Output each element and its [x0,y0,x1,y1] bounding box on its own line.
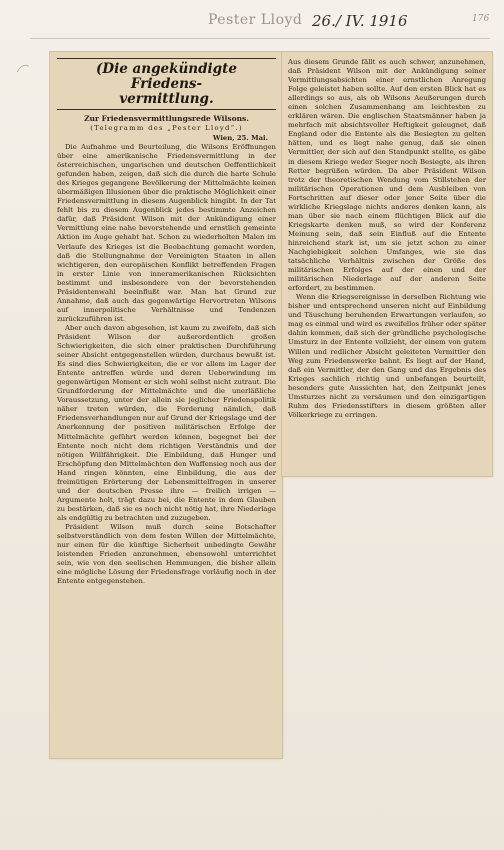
sheet-header [0,8,504,38]
article-title-box [57,58,276,110]
clipping-left-column [50,52,282,758]
article-paragraph: Präsident Wilson muß durch seine Botschafter selbstverständlich von dem festen Willen der Mittelmächte, nur einen für die künftige Sicherheit unbedingte Gewähr leistenden Frieden anzunehmen, ebensowohl unterrichtet sein, wie von den seelischen Hemmungen, die bisher allein eine mögliche Lösung der Friedensfrage vorläufig noch in der Entente entgegenstehen. [57,522,276,586]
article-title-line2: vermittlung. [119,91,214,107]
header-rule [30,38,490,39]
article-paragraph: Die Aufnahme und Beurteilung, die Wilsons Eröffnungen über eine amerikanische Friedensvermittlung in der österreichischen, ungarischen und deutschen Oeffentlichkeit gefunden haben, zeigen, daß sich die durch die harte Schule des Krieges gegangene Bevölkerung der Mittelmächte keinen übermäßigen Illusionen über die praktische Möglichkeit einer Friedensvermittlung in diesem Augenblick hingibt. In der Tat fehlt bis zu diesem Augenblick jedes bestimmte Anzeichen dafür, daß Präsident Wilson mit der Ankündigung einer Vermittlung eine nahe bevorstehende und ernstlich gemeinte Aktion im Auge gehabt hat. Schon zu wiederholten Malen im Verlaufe des Krieges ist die Beobachtung gemacht worden, daß die Stellungnahme der Vereinigten Staaten in allen wichtigeren, den europäischen Konflikt betreffenden Fragen in erster Linie von inneramerikanischen Rücksichten bestimmt und insbesondere von der bevorstehenden Präsidentenwahl beeinflußt war. Man hat Grund zur Annahme, daß auch das gegenwärtige Hervortreten Wilsons auf innerpolitische Verhältnisse und Tendenzen zurückzuführen ist. [57,143,276,323]
handwritten-number: 176 [472,14,490,24]
article-subheading: Zur Friedensvermittlungsrede Wilsons. [84,114,249,123]
article-paragraph: Wenn die Kriegsereignisse in derselben Richtung wie bisher und entsprechend unseren nicht auf Einbildung und Täuschung beruhenden Erwartungen verlaufen, so mag es einmal und wird es zweifellos früher oder später dahin kommen, daß sich der gründliche psychologische Umsturz in der Entente vollzieht, der einem von gutem Willen und redlicher Absicht geleiteten Vermittler den Weg zum Friedenswerke bahnt. Es liegt auf der Hand, daß ein Vermittler, der den Gang und das Ergebnis des Krieges sachlich richtig und unbefangen beurteilt, besonders gute Aussichten hat, den Zeitpunkt jenes Umsturzes nicht zu versäumen und den einzigartigen Ruhm des Friedensstifters in diesem größten aller Völkerkriege zu erringen. [288,293,486,419]
pencil-mark-icon [14,60,32,78]
telegram-line: (Telegramm des „Pester Lloyd“.) [90,124,243,132]
newspaper-name-stamp: Pester Lloyd [208,12,303,28]
article-title-line1: (Die angekündigte Friedens- [96,61,237,92]
article-paragraph: Aus diesem Grunde fällt es auch schwer, anzunehmen, daß Präsident Wilson mit der Ankündigung seiner Vermittlungsabsichten einer ernstlichen Anregung Folge geleistet haben sollte. Auf den ersten Blick hat es allerdings so aus, als ob Wilsons Aeußerungen durch einen solchen Zusammenhang am leichtesten zu erklären wären. Die englischen Staatsmänner haben ja mehrfach mit absichtsvoller Heftigkeit geleugnet, daß England oder die Entente als die Besiegten zu gelten hätten, und es liegt nahe genug, daß sie einen Vermittler, der sich auf den Standpunkt stellte, es gäbe in diesem Kriege weder Sieger noch Besiegte, als ihren Retter begrüßen würden. Da aber Präsident Wilson trotz der theoretischen Wendung vom Stillstehen der militärischen Operationen und dem Ausbleiben von Fortschritten auf dieser oder jener Seite über die wirkliche Kriegslage nichts anderes denken kann, als man über sie nach einem flüchtigen Blick auf die Kriegskarte denken muß, so wird der Konferenz Meinung sein, daß sein Einfluß auf die Entente hinreichend stark ist, um sie jetzt schon zu einer Nachgiebigkeit solchen Umfanges, wie sie das tatsächliche Verhältnis zwischen der Größe des militärischen Erfolges auf der einen und der militärischen Niederlage auf der anderen Seite erfordert, zu bestimmen. [288,58,486,293]
article-paragraph: Aber auch davon abgesehen, ist kaum zu zweifeln, daß sich Präsident Wilson der außerordentlich großen Schwierigkeiten, die sich einer praktischen Durchführung seiner Absicht entgegenstellen würden, durchaus bewußt ist. Es sind dies Schwierigkeiten, die er vor allem im Lager der Entente antreffen würde und deren Ueberwindung im gegenwärtigen Moment er sich wohl selbst nicht zutraut. Die Grundforderung der Mittelmächte und die unerläßliche Voraussetzung, unter der allein sie jeglicher Friedenspolitik näher treten würden, die Forderung nämlich, daß Friedensverhandlungen nur auf Grund der Kriegslage und der Anerkennung der positiven militärischen Erfolge der Mittelmächte geführt werden können, begegnet bei der Entente noch nicht dem richtigen Verständnis und der nötigen Willfährigkeit. Die Einbildung, daß Hunger und Erschöpfung den Mittelmächten den Waffensieg noch aus der Hand ringen könnten, eine Einbildung, die aus der freimütigen Erörterung der Lebensmittelfragen in unserer und der deutschen Presse ihre — freilich irrigen — Argumente holt, trägt dazu bei, die Entente in dem Glauben zu bestärken, daß sie es noch nicht nötig hat, ihre Niederlage als endgültig zu betrachten und zuzugeben. [57,323,276,522]
clipping-right-column [282,52,492,476]
article-dateline: Wien, 25. Mai. [212,134,268,142]
handwritten-date: 26./ IV. 1916 [312,12,408,30]
